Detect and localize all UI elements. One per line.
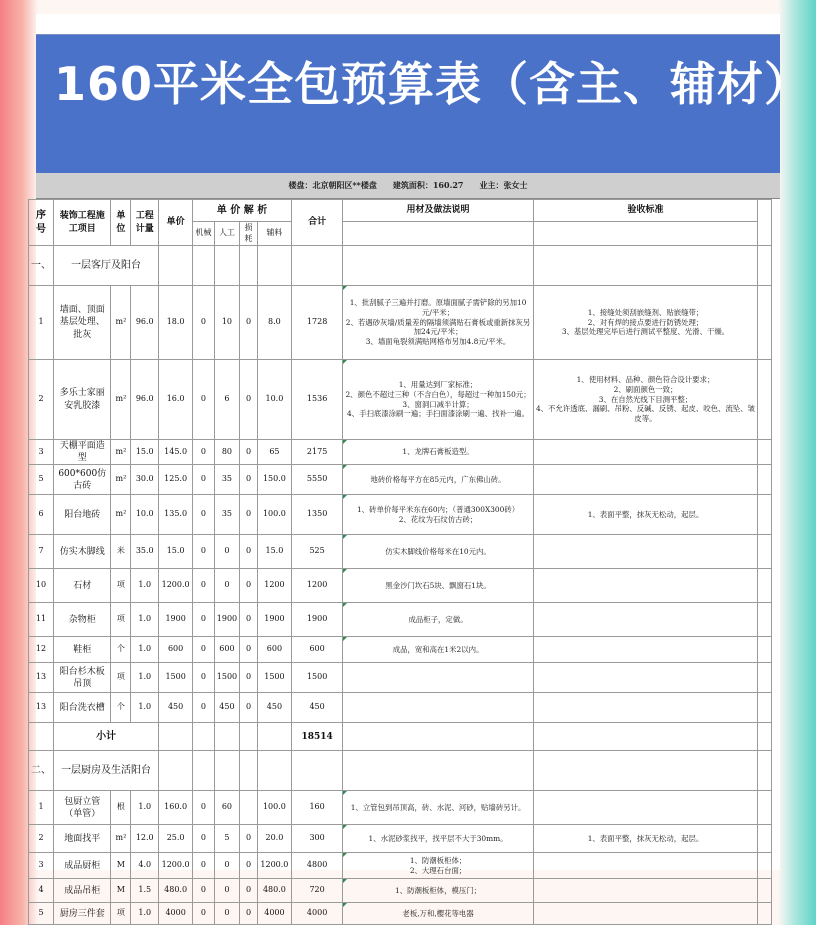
price-cell: 1900: [159, 603, 193, 637]
labor-cell: 0: [214, 535, 239, 569]
item-name: 600*600仿古砖: [54, 465, 111, 495]
aux-cell: 20.0: [257, 825, 291, 853]
qty-cell: 15.0: [131, 440, 159, 465]
total-cell: 1200: [291, 569, 342, 603]
aux-cell: 15.0: [257, 535, 291, 569]
material-desc: 地砖价格每平方在85元内，广东佛山砖。: [343, 465, 533, 495]
item-name: 阳台洗衣槽: [54, 693, 111, 723]
item-name: 阳台地砖: [54, 495, 111, 535]
header-unit: 单位: [111, 200, 131, 246]
empty-cell: [758, 465, 772, 495]
table-row: [29, 879, 772, 903]
empty-cell: [758, 853, 772, 879]
item-name: 杂物柜: [54, 603, 111, 637]
labor-cell: 5: [214, 825, 239, 853]
qty-cell: 12.0: [131, 825, 159, 853]
subtotal-value: 18514: [291, 723, 342, 751]
material-desc: 仿实木脚线价格每米在10元内。: [343, 535, 533, 569]
table-row: [29, 535, 772, 569]
header-seq: 序 号: [29, 200, 54, 246]
loss-cell: 0: [240, 853, 258, 879]
labor-cell: 60: [214, 791, 239, 825]
empty-cell: [257, 751, 291, 791]
total-cell: 1728: [291, 286, 342, 360]
aux-cell: 1500: [257, 663, 291, 693]
qty-cell: 1.0: [131, 569, 159, 603]
acceptance-std: [533, 535, 757, 569]
header-qty: 工程计量: [131, 200, 159, 246]
empty-cell: [343, 723, 533, 751]
table-row: [29, 603, 772, 637]
material-desc: 1、批刮腻子三遍并打磨。原墙面腻子需铲除的另加10元/平米； 2、若遇砂灰墙/质量差的隔墙须满贴石膏板或重新抹灰另加24元/平米； 3、墙面龟裂须满贴网格布另加4.8元/平米。: [343, 286, 533, 360]
price-cell: 135.0: [159, 495, 193, 535]
aux-cell: 65: [257, 440, 291, 465]
item-name: 阳台杉木板吊顶: [54, 663, 111, 693]
item-name: 成品吊柜: [54, 879, 111, 903]
header-material-desc: 用材及做法说明: [343, 200, 533, 222]
labor-cell: 35: [214, 495, 239, 535]
material-desc: [343, 663, 533, 693]
loss-cell: 0: [240, 693, 258, 723]
empty-cell: [758, 751, 772, 791]
loss-cell: 0: [240, 569, 258, 603]
header-aux: 辅料: [257, 222, 291, 246]
aux-cell: 10.0: [257, 360, 291, 440]
qty-cell: 1.5: [131, 879, 159, 903]
machine-cell: 0: [193, 286, 215, 360]
machine-cell: 0: [193, 791, 215, 825]
seq-cell: 3: [29, 853, 54, 879]
empty-cell: [343, 246, 533, 286]
header-acceptance: 验收标准: [533, 200, 757, 222]
empty-cell: [758, 360, 772, 440]
total-cell: 450: [291, 693, 342, 723]
labor-cell: 35: [214, 465, 239, 495]
material-desc: 1、防潮板柜体； 2、大理石台面；: [343, 853, 533, 879]
qty-cell: 1.0: [131, 637, 159, 663]
acceptance-std: [533, 637, 757, 663]
total-cell: 2175: [291, 440, 342, 465]
material-desc: 老板,万和,樱花等电器: [343, 903, 533, 925]
acceptance-std: 1、使用材料、品种、颜色符合设计要求； 2、刷面颜色一致； 3、在自然光线下目测平整； 4、不允许透底、漏刷、吊粉、反碱、反锈、起皮、咬色、流坠、皱皮等。: [533, 360, 757, 440]
material-desc: 1、水泥砂浆找平，找平层不大于30mm。: [343, 825, 533, 853]
acceptance-std: [533, 663, 757, 693]
subtotal-row: [29, 723, 772, 751]
empty-cell: [240, 246, 258, 286]
empty-cell: [758, 603, 772, 637]
seq-cell: 12: [29, 637, 54, 663]
aux-cell: 1900: [257, 603, 291, 637]
page-title: 160平米全包预算表（含主、辅材）: [54, 57, 812, 111]
machine-cell: 0: [193, 853, 215, 879]
total-cell: 4800: [291, 853, 342, 879]
price-cell: 4000: [159, 903, 193, 925]
price-cell: 125.0: [159, 465, 193, 495]
section-row: [29, 751, 772, 791]
empty-cell: [291, 751, 342, 791]
labor-cell: 0: [214, 879, 239, 903]
qty-cell: 4.0: [131, 853, 159, 879]
acceptance-std: [533, 569, 757, 603]
acceptance-std: [533, 603, 757, 637]
acceptance-std: 1、表面平整，抹灰无松动，起层。: [533, 825, 757, 853]
seq-cell: 1: [29, 286, 54, 360]
loss-cell: [240, 791, 258, 825]
seq-cell: 7: [29, 535, 54, 569]
qty-cell: 1.0: [131, 603, 159, 637]
unit-cell: m²: [111, 465, 131, 495]
qty-cell: 1.0: [131, 663, 159, 693]
total-cell: 4000: [291, 903, 342, 925]
table-row: [29, 663, 772, 693]
aux-cell: 100.0: [257, 791, 291, 825]
total-cell: 1500: [291, 663, 342, 693]
total-cell: 1350: [291, 495, 342, 535]
total-cell: 525: [291, 535, 342, 569]
empty-cell: [758, 825, 772, 853]
empty-cell: [533, 246, 757, 286]
header-std-blank: [533, 222, 757, 246]
material-desc: 成品，宽和高在1米2以内。: [343, 637, 533, 663]
price-cell: 16.0: [159, 360, 193, 440]
loss-cell: 0: [240, 663, 258, 693]
empty-cell: [159, 723, 193, 751]
section-row: [29, 246, 772, 286]
labor-cell: 6: [214, 360, 239, 440]
machine-cell: 0: [193, 603, 215, 637]
seq-cell: 1: [29, 791, 54, 825]
empty-cell: [758, 440, 772, 465]
machine-cell: 0: [193, 825, 215, 853]
seq-cell: 2: [29, 825, 54, 853]
unit-cell: M: [111, 879, 131, 903]
price-cell: 25.0: [159, 825, 193, 853]
acceptance-std: [533, 440, 757, 465]
aux-cell: 150.0: [257, 465, 291, 495]
unit-cell: 项: [111, 569, 131, 603]
unit-cell: M: [111, 853, 131, 879]
material-desc: 1、防潮板柜体，模压门；: [343, 879, 533, 903]
material-desc: 1、龙牌石膏板造型。: [343, 440, 533, 465]
table-row: [29, 440, 772, 465]
machine-cell: 0: [193, 879, 215, 903]
total-cell: 600: [291, 637, 342, 663]
unit-cell: 根: [111, 791, 131, 825]
empty-cell: [533, 751, 757, 791]
qty-cell: 1.0: [131, 903, 159, 925]
empty-cell: [758, 791, 772, 825]
seq-cell: 11: [29, 603, 54, 637]
machine-cell: 0: [193, 535, 215, 569]
aux-cell: 1200.0: [257, 853, 291, 879]
qty-cell: 10.0: [131, 495, 159, 535]
price-cell: 450: [159, 693, 193, 723]
table-row: [29, 360, 772, 440]
seq-cell: 4: [29, 879, 54, 903]
labor-cell: 10: [214, 286, 239, 360]
table-row: [29, 825, 772, 853]
seq-cell: 2: [29, 360, 54, 440]
header-row-1: [29, 200, 772, 222]
empty-cell: [758, 246, 772, 286]
item-name: 地面找平: [54, 825, 111, 853]
total-cell: 1900: [291, 603, 342, 637]
material-desc: 黑金沙门坎石5块、飘窗石1块。: [343, 569, 533, 603]
empty-cell: [29, 723, 54, 751]
machine-cell: 0: [193, 903, 215, 925]
empty-cell: [533, 723, 757, 751]
total-cell: 720: [291, 879, 342, 903]
machine-cell: 0: [193, 360, 215, 440]
price-cell: 1200.0: [159, 569, 193, 603]
item-name: 天棚平面造型: [54, 440, 111, 465]
empty-cell: [758, 723, 772, 751]
unit-cell: 个: [111, 693, 131, 723]
material-desc: 1、用量达到厂家标准； 2、颜色不超过三种（不含白色），每超过一种加150元； 3、窗洞口减半计算； 4、手扫底漆涂刷一遍；手扫面漆涂刷一遍、找补一遍。: [343, 360, 533, 440]
seq-cell: 13: [29, 663, 54, 693]
empty-cell: [343, 751, 533, 791]
empty-cell: [257, 723, 291, 751]
material-desc: 1、砖单价每平米东在60内；（普通300X300砖） 2、花纹为石纹仿古砖；: [343, 495, 533, 535]
qty-cell: 1.0: [131, 791, 159, 825]
qty-cell: 30.0: [131, 465, 159, 495]
loss-cell: 0: [240, 495, 258, 535]
seq-cell: 13: [29, 693, 54, 723]
empty-cell: [758, 903, 772, 925]
aux-cell: 480.0: [257, 879, 291, 903]
empty-cell: [159, 751, 193, 791]
empty-cell: [214, 246, 239, 286]
labor-cell: 1500: [214, 663, 239, 693]
empty-cell: [758, 286, 772, 360]
qty-cell: 96.0: [131, 286, 159, 360]
section-number: 一、: [29, 246, 54, 286]
table-row: [29, 693, 772, 723]
acceptance-std: 1、接缝处须刮嵌缝剂、贴嵌缝带； 2、对有焊的接点要进行防锈处理； 3、基层处理完毕后进行测试平整度、光滑、干燥。: [533, 286, 757, 360]
aux-cell: 600: [257, 637, 291, 663]
aux-cell: 100.0: [257, 495, 291, 535]
total-cell: 300: [291, 825, 342, 853]
loss-cell: 0: [240, 603, 258, 637]
labor-cell: 80: [214, 440, 239, 465]
price-cell: 480.0: [159, 879, 193, 903]
table-row: [29, 791, 772, 825]
total-cell: 160: [291, 791, 342, 825]
item-name: 成品厨柜: [54, 853, 111, 879]
unit-cell: 项: [111, 603, 131, 637]
machine-cell: 0: [193, 465, 215, 495]
empty-cell: [758, 535, 772, 569]
price-cell: 145.0: [159, 440, 193, 465]
empty-cell: [193, 723, 215, 751]
header-total: 合计: [291, 200, 342, 246]
item-name: 包厨立管（单管）: [54, 791, 111, 825]
table-row: [29, 853, 772, 879]
acceptance-std: [533, 853, 757, 879]
item-name: 石材: [54, 569, 111, 603]
item-name: 仿实木脚线: [54, 535, 111, 569]
labor-cell: 450: [214, 693, 239, 723]
seq-cell: 5: [29, 465, 54, 495]
labor-cell: 600: [214, 637, 239, 663]
loss-cell: 0: [240, 535, 258, 569]
acceptance-std: [533, 693, 757, 723]
empty-cell: [758, 663, 772, 693]
item-name: 厨房三件套: [54, 903, 111, 925]
empty-cell: [159, 246, 193, 286]
aux-cell: 450: [257, 693, 291, 723]
empty-cell: [214, 723, 239, 751]
total-cell: 5550: [291, 465, 342, 495]
empty-cell: [240, 751, 258, 791]
total-cell: 1536: [291, 360, 342, 440]
loss-cell: 0: [240, 903, 258, 925]
unit-cell: 项: [111, 903, 131, 925]
price-cell: 18.0: [159, 286, 193, 360]
item-name: 鞋柜: [54, 637, 111, 663]
empty-cell: [758, 637, 772, 663]
header-machine: 机械: [193, 222, 215, 246]
budget-table: [28, 199, 772, 925]
labor-cell: 0: [214, 853, 239, 879]
header-item: 装饰工程施工项目: [54, 200, 111, 246]
material-desc: 成品柜子，定做。: [343, 603, 533, 637]
loss-cell: 0: [240, 286, 258, 360]
loss-cell: 0: [240, 465, 258, 495]
unit-cell: m²: [111, 495, 131, 535]
header-desc-blank: [343, 222, 533, 246]
empty-cell: [758, 569, 772, 603]
empty-cell: [240, 723, 258, 751]
seq-cell: 5: [29, 903, 54, 925]
table-row: [29, 637, 772, 663]
table-row: [29, 286, 772, 360]
price-cell: 600: [159, 637, 193, 663]
budget-sheet: [31, 14, 812, 919]
material-desc: [343, 693, 533, 723]
empty-cell: [193, 246, 215, 286]
machine-cell: 0: [193, 637, 215, 663]
seq-cell: 6: [29, 495, 54, 535]
price-cell: 160.0: [159, 791, 193, 825]
header-price: 单价: [159, 200, 193, 246]
unit-cell: 个: [111, 637, 131, 663]
project-info-bar: 楼盘：北京朝阳区**楼盘 建筑面积：160.27 业主：张女士: [36, 173, 780, 199]
machine-cell: 0: [193, 440, 215, 465]
empty-cell: [758, 495, 772, 535]
item-name: 多乐士家丽安乳胶漆: [54, 360, 111, 440]
price-cell: 1500: [159, 663, 193, 693]
empty-cell: [758, 879, 772, 903]
section-number: 二、: [29, 751, 54, 791]
labor-cell: 1900: [214, 603, 239, 637]
unit-cell: m²: [111, 286, 131, 360]
section-name: 一层厨房及生活阳台: [54, 751, 159, 791]
qty-cell: 96.0: [131, 360, 159, 440]
header-unit-price-breakdown: 单 价 解 析: [193, 200, 292, 222]
table-row: [29, 465, 772, 495]
loss-cell: 0: [240, 637, 258, 663]
subtotal-label: 小计: [54, 723, 159, 751]
table-row: [29, 495, 772, 535]
labor-cell: 0: [214, 903, 239, 925]
qty-cell: 1.0: [131, 693, 159, 723]
aux-cell: 1200: [257, 569, 291, 603]
unit-cell: 项: [111, 663, 131, 693]
unit-cell: m²: [111, 440, 131, 465]
price-cell: 15.0: [159, 535, 193, 569]
acceptance-std: [533, 791, 757, 825]
machine-cell: 0: [193, 495, 215, 535]
acceptance-std: 1、表面平整，抹灰无松动，起层。: [533, 495, 757, 535]
item-name: 墙面、顶面基层处理、批灰: [54, 286, 111, 360]
empty-cell: [758, 693, 772, 723]
loss-cell: 0: [240, 360, 258, 440]
loss-cell: 0: [240, 825, 258, 853]
price-cell: 1200.0: [159, 853, 193, 879]
acceptance-std: [533, 879, 757, 903]
title-banner: [36, 34, 812, 175]
table-row: [29, 569, 772, 603]
machine-cell: 0: [193, 693, 215, 723]
acceptance-std: [533, 903, 757, 925]
acceptance-std: [533, 465, 757, 495]
empty-cell: [193, 751, 215, 791]
table-row: [29, 903, 772, 925]
unit-cell: m²: [111, 825, 131, 853]
seq-cell: 10: [29, 569, 54, 603]
loss-cell: 0: [240, 879, 258, 903]
empty-cell: [257, 246, 291, 286]
loss-cell: 0: [240, 440, 258, 465]
empty-cell: [291, 246, 342, 286]
qty-cell: 35.0: [131, 535, 159, 569]
machine-cell: 0: [193, 663, 215, 693]
header-blank: [758, 200, 772, 246]
material-desc: 1、立管包到吊顶高，砖、水泥、河砂，贴墙砖另计。: [343, 791, 533, 825]
unit-cell: m²: [111, 360, 131, 440]
aux-cell: 8.0: [257, 286, 291, 360]
seq-cell: 3: [29, 440, 54, 465]
section-name: 一层客厅及阳台: [54, 246, 159, 286]
aux-cell: 4000: [257, 903, 291, 925]
empty-cell: [214, 751, 239, 791]
header-labor: 人工: [214, 222, 239, 246]
header-loss: 损耗: [240, 222, 258, 246]
labor-cell: 0: [214, 569, 239, 603]
unit-cell: 米: [111, 535, 131, 569]
machine-cell: 0: [193, 569, 215, 603]
